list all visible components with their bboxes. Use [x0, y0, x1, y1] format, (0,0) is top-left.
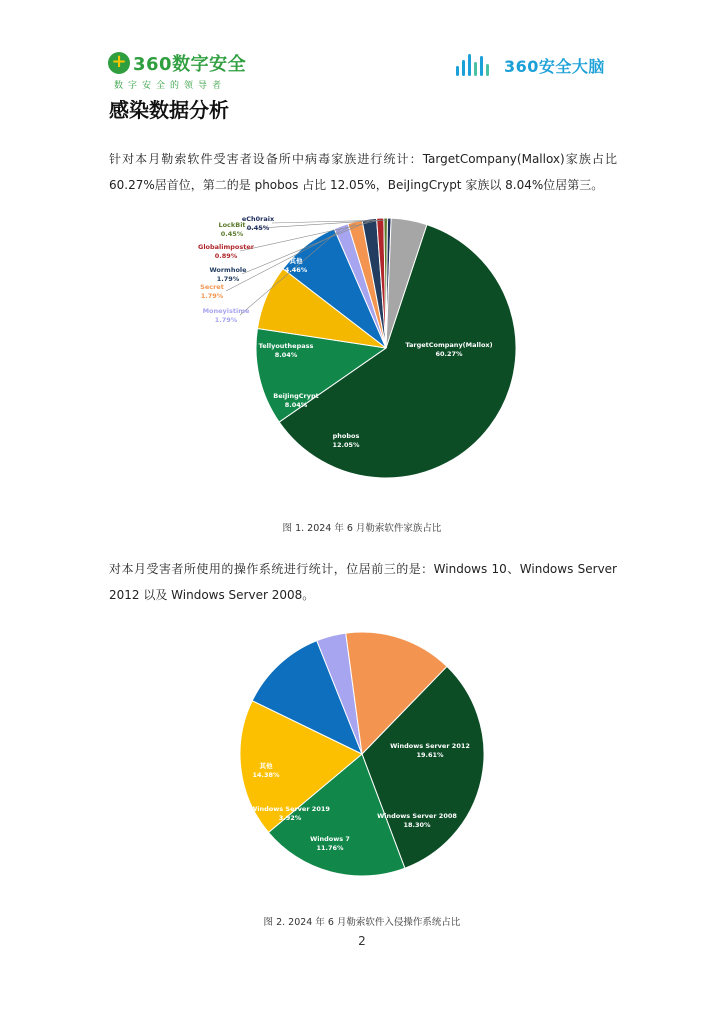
- 360-security-brain-logo: [456, 52, 605, 78]
- page-header: [0, 0, 724, 90]
- slice-value-windows-server-2012: 19.61%: [416, 751, 444, 759]
- figure-1-caption: 图 1. 2024 年 6 月勒索软件家族占比: [282, 523, 442, 534]
- slice-value-windows-7: 11.76%: [316, 844, 344, 852]
- slice-value-targetcompany-mallox: 60.27%: [435, 350, 463, 358]
- slice-label-lockbit: LockBit: [218, 221, 246, 229]
- slice-value-secret: 1.79%: [200, 292, 224, 300]
- figure-2-caption: 图 2. 2024 年 6 月勒索软件入侵操作系统占比: [263, 917, 461, 928]
- slice-label-windows-server-2012: Windows Server 2012: [390, 742, 470, 750]
- slice-label-wormhole: Wormhole: [209, 266, 247, 274]
- paragraph-family-stats: 针对本月勒索软件受害者设备所中病毒家族进行统计：TargetCompany(Mallox)家族占比 60.27%居首位，第二的是 phobos 占比 12.05%，BeiJingCrypt 家族以 8.04%位居第三。: [109, 152, 617, 192]
- brain-bars-icon: [456, 52, 500, 78]
- slice-value-phobos: 12.05%: [332, 441, 360, 449]
- slice-label-secret: Secret: [200, 283, 224, 291]
- slice-value-windows-server-2008: 18.30%: [403, 821, 431, 829]
- 360-digital-security-logo: [108, 50, 246, 91]
- slice-label-phobos: phobos: [332, 432, 360, 440]
- section-title: 感染数据分析: [109, 98, 229, 122]
- slice-value-globalimposter: 0.89%: [214, 252, 238, 260]
- slice-value-lockbit: 0.45%: [220, 230, 244, 238]
- slice-value-beijingcrypt: 8.04%: [284, 401, 308, 409]
- slice-value-moneyistime: 1.79%: [214, 316, 238, 324]
- slice-value-tellyouthepass: 8.04%: [274, 351, 298, 359]
- slice-label-moneyistime: Moneyistime: [202, 307, 250, 315]
- slice-label-other: 其他: [289, 257, 303, 265]
- 360-badge-icon: [108, 52, 130, 74]
- slice-value-other: 4.46%: [284, 266, 308, 274]
- left-logo-tagline: 数字安全的领导者: [114, 81, 227, 91]
- slice-value-windows-server-2019: 3.92%: [278, 814, 302, 822]
- slice-label-tellyouthepass: Tellyouthepass: [258, 342, 314, 350]
- slice-value-other: 14.38%: [252, 771, 280, 779]
- slice-label-windows-server-2008: Windows Server 2008: [377, 812, 457, 820]
- page-number: 2: [358, 934, 366, 948]
- right-logo-brand: 360安全大脑: [504, 56, 605, 76]
- slice-label-ech0raix: eCh0raix: [241, 215, 275, 223]
- paragraph-os-stats: 对本月受害者所使用的操作系统进行统计，位居前三的是：Windows 10、Windows Server 2012 以及 Windows Server 2008。: [109, 562, 617, 602]
- left-logo-brand: 360数字安全: [133, 54, 247, 75]
- os-distribution-pie-chart: [230, 628, 494, 892]
- slice-label-targetcompany-mallox: TargetCompany(Mallox): [405, 341, 493, 349]
- slice-value-ech0raix: 0.45%: [246, 224, 270, 232]
- slice-value-wormhole: 1.79%: [216, 275, 240, 283]
- slice-label-windows-7: Windows 7: [310, 835, 350, 843]
- slice-label-other: 其他: [259, 762, 273, 770]
- slice-label-beijingcrypt: BeiJingCrypt: [273, 392, 319, 400]
- ransomware-family-pie-chart: [150, 205, 570, 505]
- slice-label-globalimposter: Globalimposter: [197, 243, 255, 251]
- slice-label-windows-server-2019: Windows Server 2019: [250, 805, 330, 813]
